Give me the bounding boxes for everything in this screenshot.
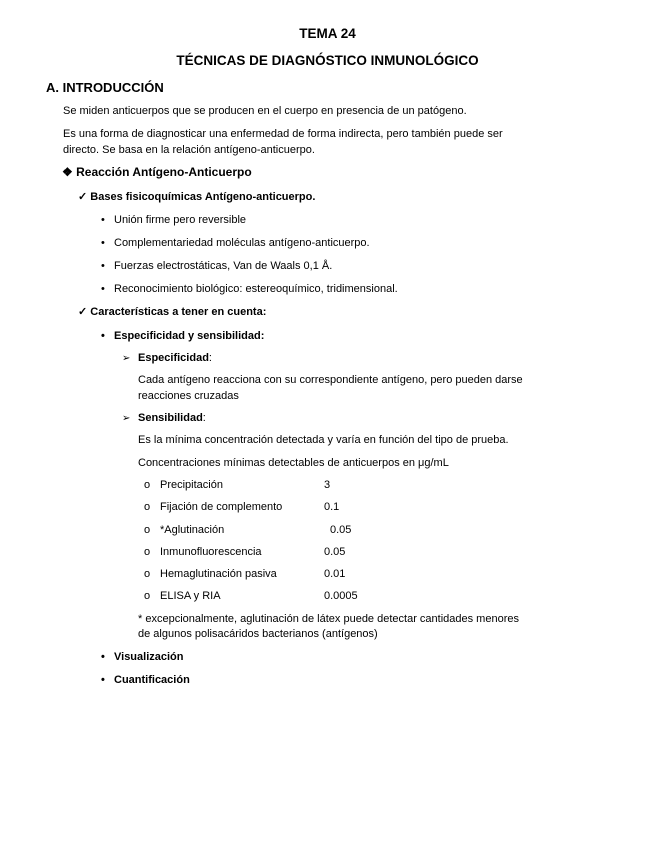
footnote-line-1: * excepcionalmente, aglutinación de látex puede detectar cantidades menores: [138, 613, 519, 625]
sensibilidad-text-1: Es la mínima concentración detectada y varía en función del tipo de prueba.: [138, 434, 509, 446]
bases-item: [101, 236, 370, 251]
concentracion-row: [144, 545, 346, 560]
bases-item: [101, 259, 333, 274]
sensibilidad-label: Sensibilidad: [138, 412, 203, 424]
concentracion-name: *Aglutinación: [160, 524, 225, 536]
concentracion-name: ELISA y RIA: [160, 590, 221, 602]
bases-heading-row: [78, 190, 315, 205]
caracteristicas-heading-row: [78, 305, 266, 320]
concentracion-value: 0.1: [324, 501, 340, 513]
cuantificacion-heading: Cuantificación: [114, 674, 190, 686]
circle-bullet-icon: o: [144, 524, 151, 536]
circle-bullet-icon: o: [144, 501, 151, 513]
bases-heading: Bases fisicoquímicas Antígeno-anticuerpo.: [90, 191, 316, 203]
especificidad-row: [122, 351, 212, 366]
bullet-icon: •: [101, 283, 105, 295]
bases-item-text: Unión firme pero reversible: [114, 214, 247, 226]
bases-item: [101, 213, 247, 228]
concentracion-name: Precipitación: [160, 479, 223, 491]
especificidad-text-line-2: reacciones cruzadas: [138, 390, 239, 402]
bullet-icon: •: [101, 214, 105, 226]
visualizacion-row: [101, 650, 184, 665]
reaccion-heading-row: [62, 165, 252, 179]
concentracion-name: Hemaglutinación pasiva: [160, 568, 277, 580]
concentracion-name: Inmunofluorescencia: [160, 546, 262, 558]
visualizacion-heading: Visualización: [114, 651, 184, 663]
intro-paragraph-2-line-2: directo. Se basa en la relación antígeno-anticuerpo.: [63, 144, 315, 156]
espec-sens-heading: Especificidad y sensibilidad:: [114, 330, 265, 342]
arrow-bullet-icon: ➢: [122, 413, 131, 424]
sensibilidad-text-2: Concentraciones mínimas detectables de anticuerpos en μg/mL: [138, 457, 449, 469]
concentracion-row: [144, 500, 340, 515]
concentracion-row: [144, 567, 346, 582]
bullet-icon: •: [101, 260, 105, 272]
circle-bullet-icon: o: [144, 546, 151, 558]
concentracion-name: Fijación de complemento: [160, 501, 283, 513]
bullet-icon: •: [101, 330, 105, 342]
especificidad-label: Especificidad: [138, 352, 209, 364]
concentracion-value: 3: [324, 479, 331, 491]
section-heading-introduccion: A. INTRODUCCIÓN: [46, 80, 164, 95]
cuantificacion-row: [101, 673, 190, 688]
concentracion-value: 0.01: [324, 568, 346, 580]
diamond-bullet-icon: ❖: [62, 165, 73, 179]
footnote-line-2: de algunos polisacáridos bacterianos (antígenos): [138, 628, 378, 640]
concentracion-row: [144, 589, 358, 604]
check-icon: ✓: [78, 306, 88, 318]
especificidad-text-line-1: Cada antígeno reacciona con su correspondiente antígeno, pero pueden darse: [138, 374, 523, 386]
espec-sens-row: [101, 329, 265, 344]
sensibilidad-row: [122, 411, 206, 426]
bullet-icon: •: [101, 237, 105, 249]
bases-item-text: Complementariedad moléculas antígeno-anticuerpo.: [114, 237, 370, 249]
bases-item-text: Reconocimiento biológico: estereoquímico, tridimensional.: [114, 283, 398, 295]
concentracion-value: 0.05: [330, 524, 352, 536]
sensibilidad-colon: :: [202, 412, 206, 424]
arrow-bullet-icon: ➢: [122, 353, 131, 364]
bullet-icon: •: [101, 674, 105, 686]
concentracion-row: [144, 478, 331, 493]
circle-bullet-icon: o: [144, 568, 151, 580]
bullet-icon: •: [101, 651, 105, 663]
circle-bullet-icon: o: [144, 479, 151, 491]
circle-bullet-icon: o: [144, 590, 151, 602]
concentracion-row: [144, 523, 352, 538]
tema-number: TEMA 24: [299, 26, 356, 41]
reaccion-heading: Reacción Antígeno-Anticuerpo: [76, 165, 252, 179]
page-title: TÉCNICAS DE DIAGNÓSTICO INMUNOLÓGICO: [176, 53, 479, 68]
bases-item: [101, 282, 398, 297]
concentracion-value: 0.05: [324, 546, 346, 558]
especificidad-colon: :: [208, 352, 212, 364]
intro-paragraph-2-line-1: Es una forma de diagnosticar una enfermedad de forma indirecta, pero también puede ser: [63, 128, 503, 140]
bases-item-text: Fuerzas electrostáticas, Van de Waals 0,1 Å.: [114, 260, 333, 272]
caracteristicas-heading: Características a tener en cuenta:: [90, 306, 267, 318]
concentracion-value: 0.0005: [324, 590, 358, 602]
check-icon: ✓: [78, 191, 88, 203]
intro-paragraph-1: Se miden anticuerpos que se producen en el cuerpo en presencia de un patógeno.: [63, 105, 467, 117]
